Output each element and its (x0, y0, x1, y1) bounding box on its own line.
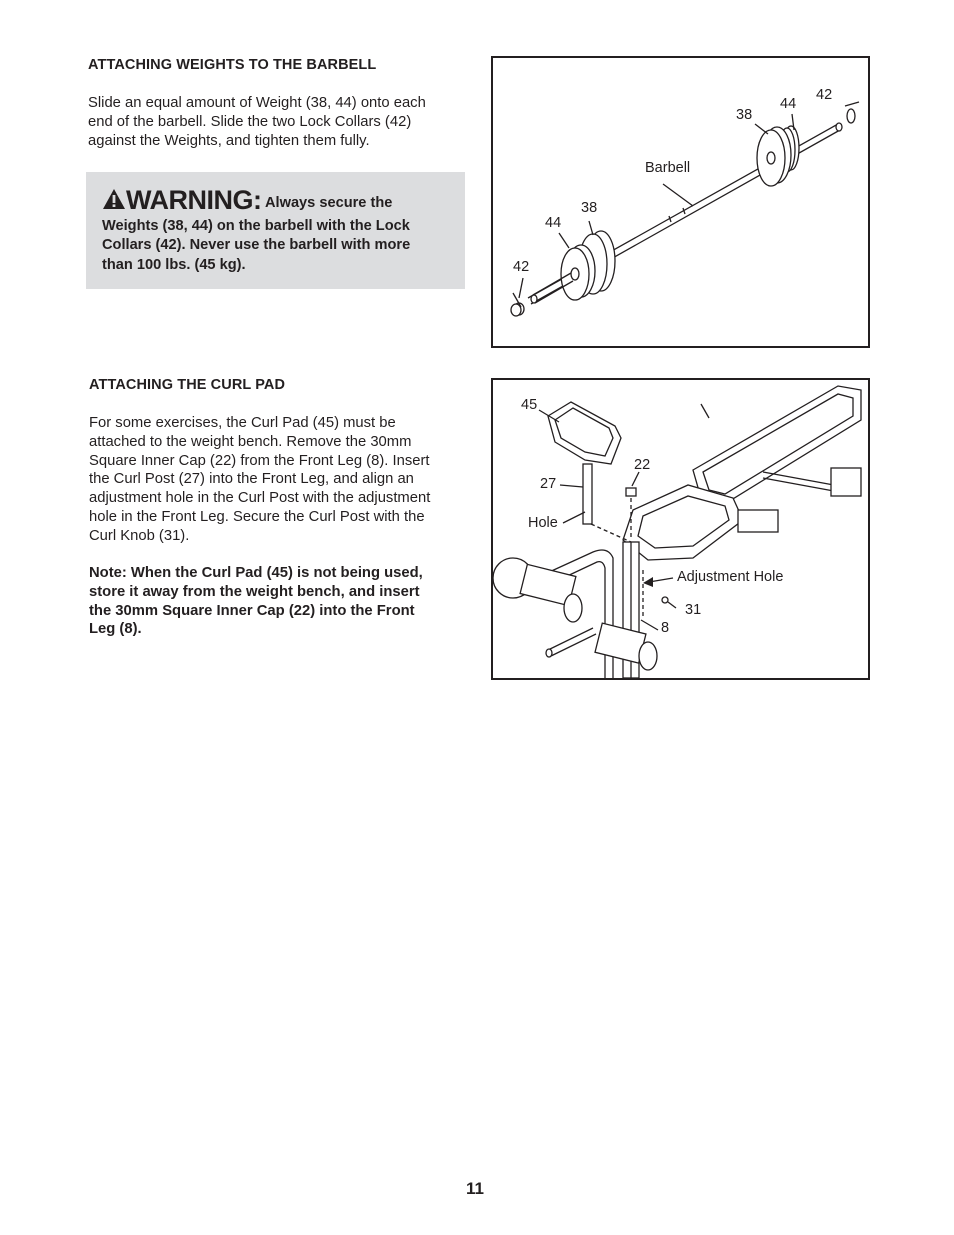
label-hole: Hole (528, 515, 558, 531)
warning-text: than 100 lbs. (45 kg). (102, 256, 246, 273)
barbell-instructions (88, 94, 426, 150)
label-44-top: 44 (780, 96, 797, 112)
text-line: Square Inner Cap (22) from the Front Leg (8). Insert (89, 452, 430, 469)
label-45: 45 (521, 397, 538, 413)
text-line: Leg (8). (89, 621, 142, 638)
text-line: Slide an equal amount of Weight (38, 44) onto each (88, 95, 426, 111)
label-38-top: 38 (736, 107, 753, 123)
warning-first-line (102, 185, 451, 217)
page-number: 11 (466, 1179, 484, 1198)
section-heading-barbell: ATTACHING WEIGHTS TO THE BARBELL (88, 57, 377, 73)
text-line: end of the barbell. Slide the two Lock Collars (42) (88, 113, 412, 130)
label-22: 22 (634, 457, 651, 473)
label-barbell: Barbell (645, 160, 691, 176)
warning-text: Collars (42). Never use the barbell with more (102, 237, 411, 254)
text-line: against the Weights, and tighten them fully. (88, 132, 370, 149)
label-42-left: 42 (513, 259, 530, 275)
label-42-top: 42 (816, 87, 833, 103)
text-line: the Curl Post (27) into the Front Leg, and align an (89, 471, 414, 488)
text-line: adjustment hole in the Curl Post with the adjustment (89, 490, 431, 507)
text-line: For some exercises, the Curl Pad (45) must be (89, 415, 396, 431)
warning-text: Always secure the (265, 195, 393, 211)
curl-pad-note (89, 564, 423, 639)
label-adjustment-hole: Adjustment Hole (677, 569, 784, 585)
text-line: Note: When the Curl Pad (45) is not being used, (89, 565, 423, 581)
barbell-diagram (491, 56, 870, 348)
barbell-illustration (493, 58, 868, 346)
label-27: 27 (540, 476, 557, 492)
text-line: store it away from the weight bench, and insert (89, 583, 420, 600)
section-heading-curl-pad: ATTACHING THE CURL PAD (89, 377, 286, 393)
warning-triangle-icon (102, 188, 126, 217)
warning-title: WARNING: (126, 185, 262, 215)
text-line: hole in the Front Leg. Secure the Curl Post with the (89, 508, 425, 525)
text-line: Curl Knob (31). (89, 527, 190, 544)
warning-box (86, 172, 465, 289)
warning-text: Weights (38, 44) on the barbell with the Lock (102, 217, 410, 234)
text-line: attached to the weight bench. Remove the 30mm (89, 433, 412, 450)
label-31: 31 (685, 602, 702, 618)
curl-pad-diagram (491, 378, 870, 680)
label-38-left: 38 (581, 200, 598, 216)
label-8: 8 (661, 620, 670, 636)
label-44-left: 44 (545, 215, 562, 231)
curl-pad-instructions (89, 414, 430, 546)
text-line: the 30mm Square Inner Cap (22) into the Front (89, 602, 415, 619)
